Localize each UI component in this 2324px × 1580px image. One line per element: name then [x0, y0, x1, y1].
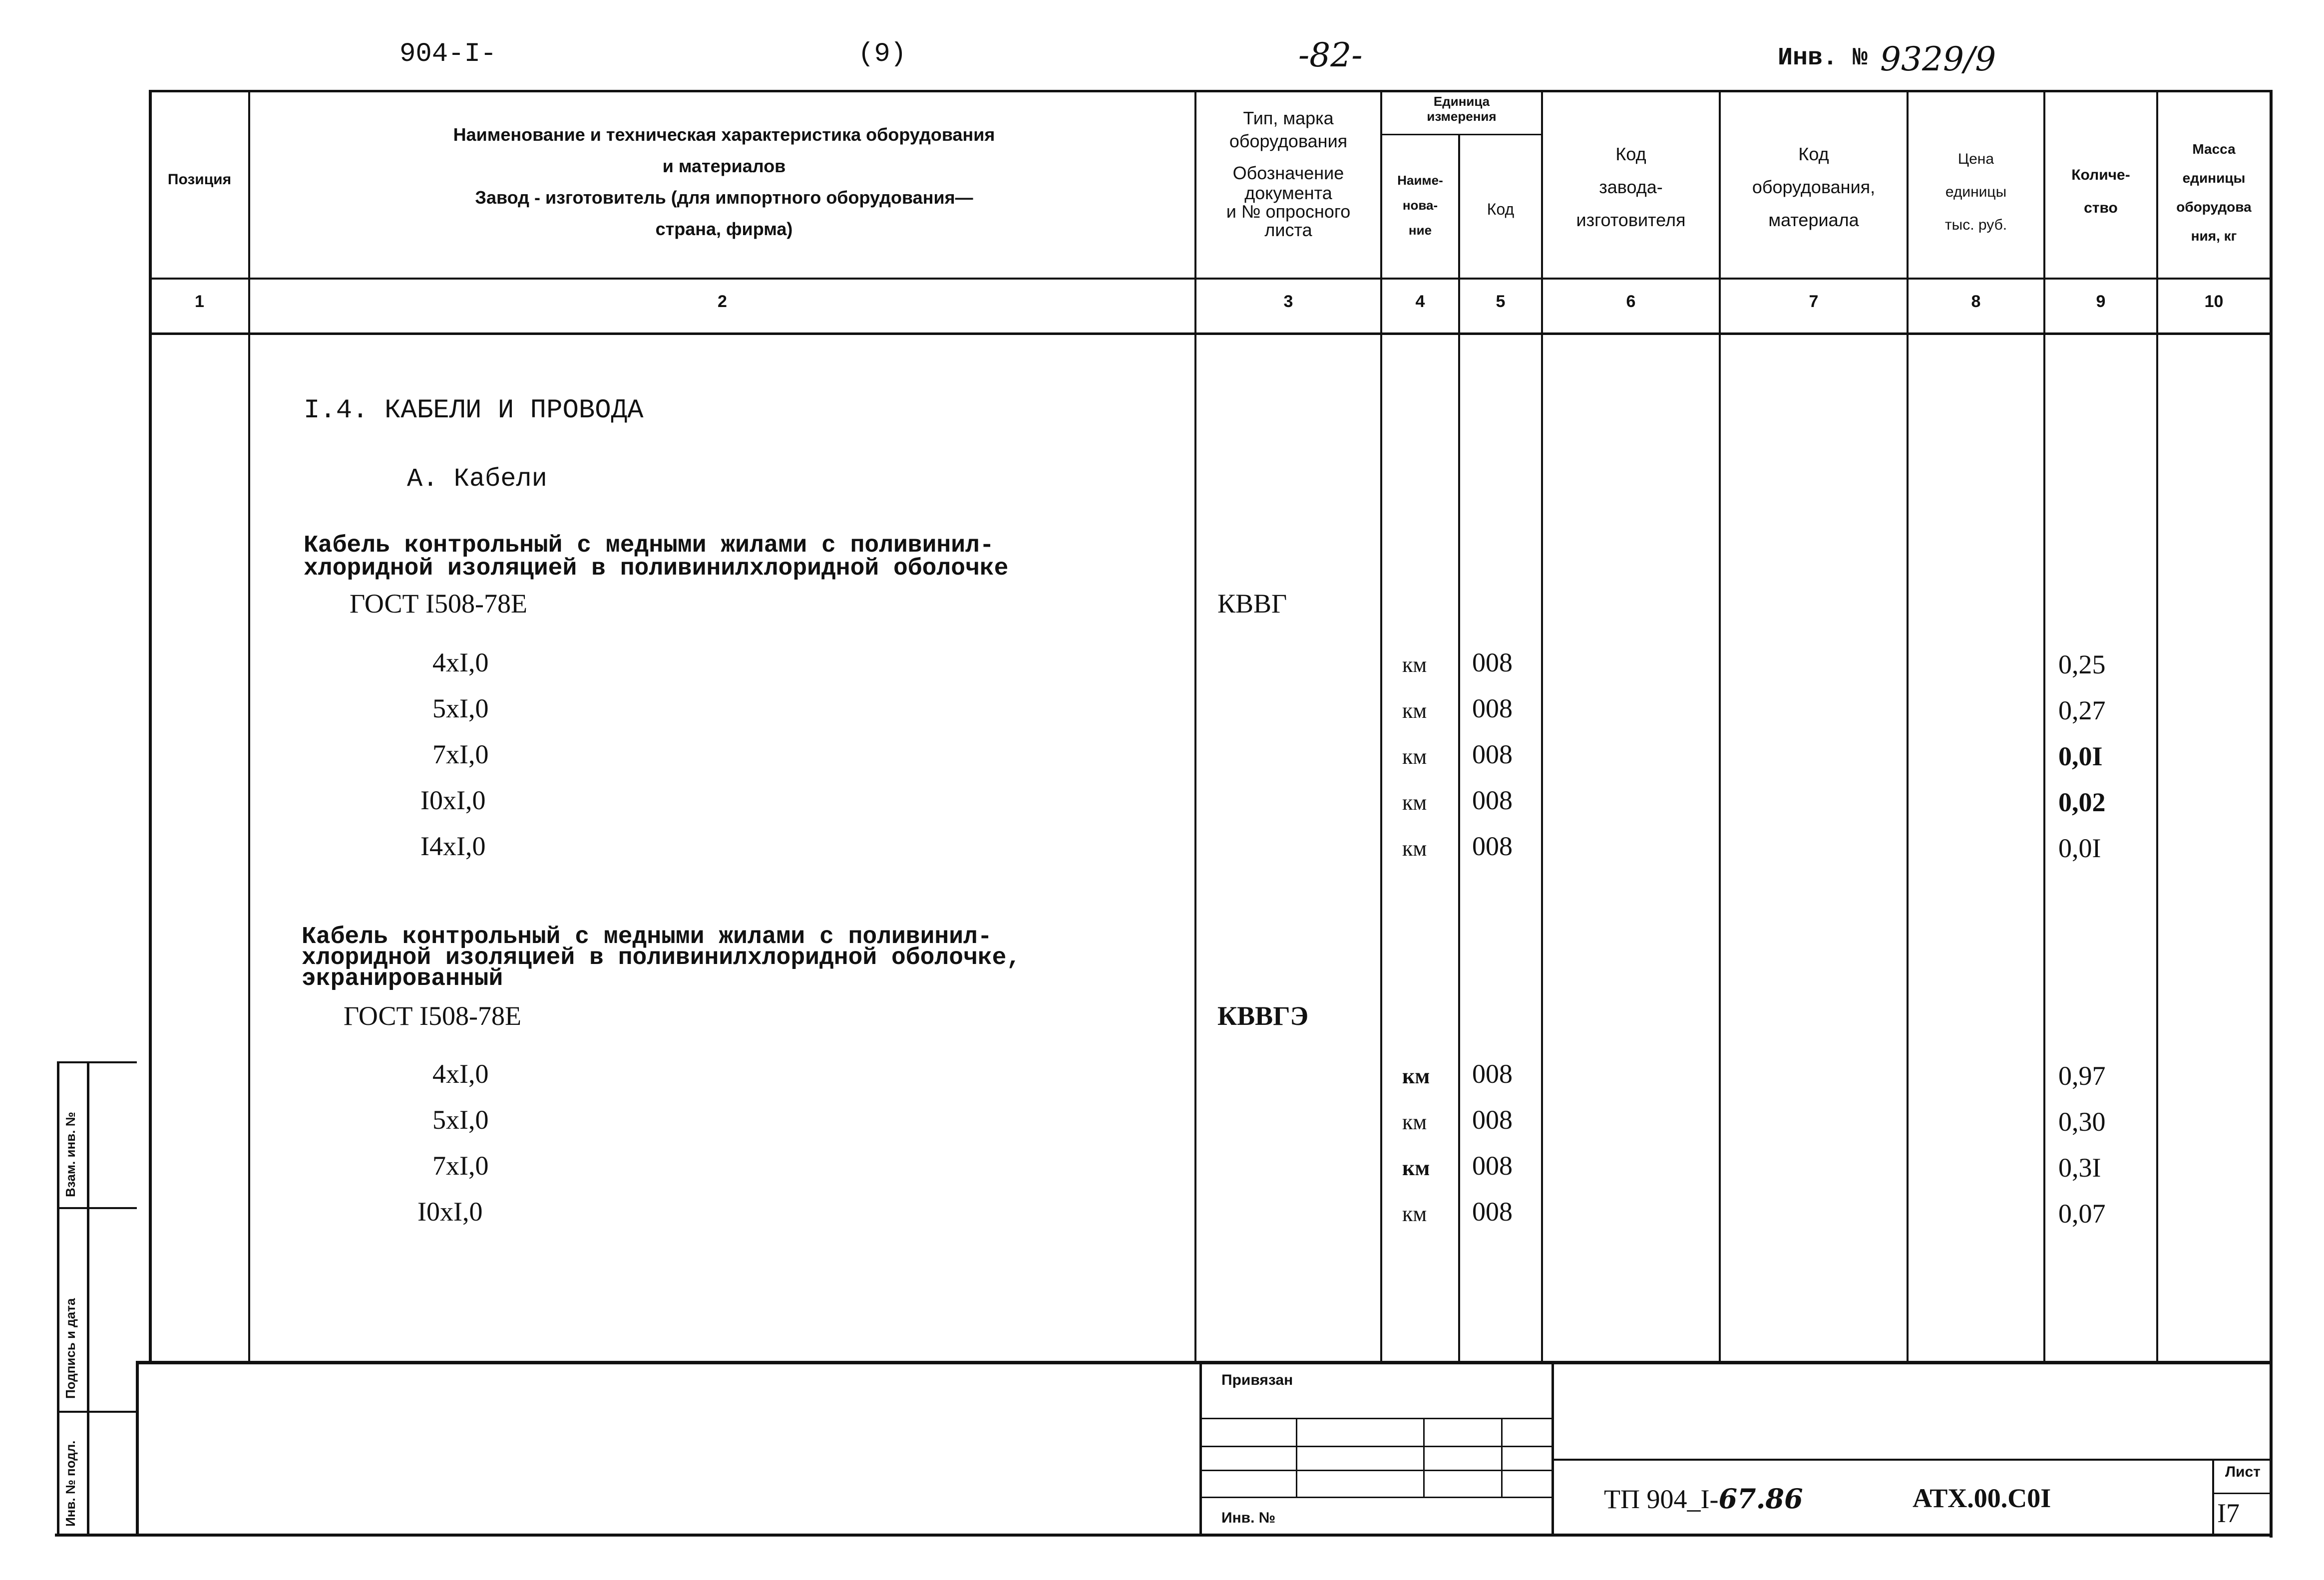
header-type-line: документа: [1244, 183, 1332, 203]
cable-description-line: Кабель контрольный с медными жилами с поливинил-: [304, 532, 994, 559]
header-equipment-line: оборудования,: [1752, 177, 1876, 197]
header-mass-line: Масса: [2192, 141, 2236, 157]
unit-subheader-separator: [1382, 134, 1541, 135]
page-paren: (9): [858, 39, 907, 69]
header-plant-line: изготовителя: [1576, 210, 1686, 230]
row-unit: км: [1402, 652, 1427, 677]
cable-type: КВВГ: [1217, 589, 1287, 619]
row-quantity: 0,25: [2058, 649, 2106, 679]
side-label-inv-podl: Инв. № подл.: [63, 1440, 78, 1527]
header-name-line: страна, фирма): [655, 219, 793, 239]
stamp-grid-line: [1423, 1418, 1425, 1498]
side-stamp-border: [57, 1061, 59, 1537]
header-price: [1909, 143, 2043, 242]
header-position: Позиция: [167, 171, 232, 188]
stamp-divider: [1551, 1361, 1554, 1536]
column-divider: [1907, 90, 1909, 1363]
column-number: 8: [1971, 292, 1981, 311]
stamp-grid-line: [1296, 1418, 1297, 1498]
header-price-line: Цена: [1957, 151, 1994, 167]
stamp-privyazan-label: Привязан: [1221, 1372, 1293, 1388]
row-quantity: 0,3I: [2058, 1153, 2101, 1183]
side-stamp-border: [87, 1061, 89, 1537]
header-unit-line: Единица: [1433, 94, 1490, 109]
document-designation: АТХ.00.С0I: [1913, 1483, 2051, 1513]
stamp-grid-line: [1201, 1446, 1553, 1447]
column-number: 6: [1626, 292, 1636, 311]
header-mass-line: оборудова: [2176, 199, 2252, 215]
header-mass-line: ния, кг: [2191, 228, 2237, 244]
side-stamp-line: [57, 1411, 137, 1413]
row-unit: км: [1402, 698, 1427, 723]
column-number: 2: [718, 292, 727, 311]
row-code: 008: [1472, 785, 1513, 815]
sheet-number: I7: [2217, 1498, 2240, 1528]
title-block-line: [1553, 1459, 2272, 1461]
header-equipment-code: [1721, 138, 1907, 237]
row-size: I4хI,0: [420, 831, 486, 861]
column-number: 10: [2204, 292, 2224, 311]
header-price-line: тыс. руб.: [1944, 217, 2007, 233]
header-separator: [150, 278, 2272, 280]
row-size: I0хI,0: [420, 785, 486, 815]
table-right-border: [2270, 90, 2273, 1538]
header-name-line: Наименование и техническая характеристика оборудования: [453, 124, 995, 145]
header-type: [1196, 107, 1380, 239]
row-quantity: 0,02: [2058, 787, 2106, 817]
row-unit: км: [1402, 1156, 1430, 1180]
subsection-title: А. Кабели: [407, 464, 547, 494]
stamp-grid-line: [1201, 1470, 1553, 1471]
column-number: 7: [1809, 292, 1819, 311]
stamp-left-border: [136, 1361, 139, 1536]
row-size: I0хI,0: [417, 1197, 483, 1227]
header-equipment-line: материала: [1768, 210, 1859, 230]
stamp-grid-line: [1201, 1497, 1553, 1498]
column-number: 3: [1283, 292, 1293, 311]
column-number: 1: [195, 292, 204, 311]
row-quantity: 0,0I: [2058, 833, 2101, 863]
cable-description: [302, 924, 1021, 992]
row-code: 008: [1472, 647, 1513, 677]
row-unit: км: [1402, 836, 1427, 861]
row-unit: км: [1402, 790, 1427, 815]
section-title: I.4. КАБЕЛИ И ПРОВОДА: [304, 395, 644, 426]
side-label-vzam: Взам. инв. №: [63, 1112, 78, 1197]
inventory-number: 9329/9: [1880, 40, 1996, 78]
table-left-border: [149, 90, 152, 1363]
header-type-line: и № опросного: [1226, 201, 1351, 222]
header-unit-name-line: ние: [1408, 223, 1432, 238]
row-code: 008: [1472, 1197, 1513, 1227]
row-quantity: 0,07: [2058, 1199, 2106, 1229]
cable-description-line: хлоридной изоляцией в поливинилхлоридной оболочке,: [302, 945, 1021, 971]
stamp-top-border: [138, 1361, 2273, 1364]
header-unit-line: измерения: [1427, 109, 1497, 124]
column-divider: [2043, 90, 2045, 1363]
row-quantity: 0,27: [2058, 695, 2106, 725]
page-number: -82-: [1298, 36, 1363, 74]
header-type-line: листа: [1264, 220, 1312, 240]
column-divider: [1458, 135, 1460, 1363]
cable-gost: ГОСТ I508-78Е: [350, 589, 527, 619]
column-number-separator: [150, 332, 2272, 335]
row-size: 7хI,0: [432, 1151, 489, 1181]
row-unit: км: [1402, 1110, 1427, 1134]
side-stamp-line: [57, 1207, 137, 1209]
row-size: 4хI,0: [432, 1059, 489, 1089]
cable-type: КВВГЭ: [1217, 1001, 1309, 1031]
cable-description-line: Кабель контрольный с медными жилами с поливинил-: [302, 924, 992, 950]
row-code: 008: [1472, 1059, 1513, 1089]
column-number: 4: [1415, 292, 1425, 311]
stamp-grid-line: [1501, 1418, 1503, 1498]
list-divider: [2212, 1459, 2214, 1535]
column-number: 5: [1496, 292, 1506, 311]
stamp-divider: [1199, 1361, 1202, 1536]
header-type-line: Обозначение: [1232, 163, 1344, 183]
header-plant-line: Код: [1615, 144, 1646, 164]
cable-description-line: хлоридной изоляцией в поливинилхлоридной оболочке: [304, 555, 1009, 582]
row-unit: км: [1402, 1202, 1427, 1226]
list-divider: [2212, 1493, 2271, 1494]
row-code: 008: [1472, 1105, 1513, 1135]
column-divider: [1541, 90, 1543, 1363]
header-type-line: оборудования: [1229, 131, 1348, 151]
row-size: 5хI,0: [432, 1105, 489, 1135]
header-plant-line: завода-: [1599, 177, 1663, 197]
header-price-line: единицы: [1945, 184, 2007, 200]
document-code-handwritten: 67.86: [1718, 1483, 1803, 1515]
header-mass-line: единицы: [2182, 170, 2246, 186]
row-quantity: 0,30: [2058, 1107, 2106, 1137]
header-quantity: [2045, 159, 2156, 225]
row-quantity: 0,97: [2058, 1061, 2106, 1091]
row-code: 008: [1472, 739, 1513, 769]
column-number: 9: [2096, 292, 2106, 311]
header-name-line: и материалов: [662, 156, 786, 176]
table-top-border: [150, 90, 2272, 92]
row-size: 5хI,0: [432, 693, 489, 723]
header-mass: [2158, 135, 2270, 251]
stamp-grid-line: [1201, 1418, 1553, 1419]
row-unit: км: [1402, 1064, 1430, 1088]
document-code-prefix: ТП 904_I-: [1604, 1484, 1719, 1514]
cable-description-line: экранированный: [302, 965, 503, 992]
sheet-label: Лист: [2225, 1464, 2261, 1480]
header-unit-name: [1382, 168, 1458, 243]
doc-code-top: 904-I-: [399, 39, 497, 69]
row-size: 7хI,0: [432, 739, 489, 769]
header-equipment-line: Код: [1798, 144, 1829, 164]
side-stamp-line: [57, 1061, 137, 1063]
cable-description: [304, 534, 1008, 580]
header-unit-name-line: нова-: [1402, 198, 1438, 213]
stamp-inv-label: Инв. №: [1221, 1510, 1276, 1526]
row-unit: км: [1402, 744, 1427, 769]
header-quantity-line: ство: [2084, 200, 2118, 216]
row-quantity: 0,0I: [2058, 741, 2103, 771]
header-plant-code: [1543, 138, 1719, 237]
header-type-line: Тип, марка: [1243, 108, 1334, 128]
inventory-label: Инв. №: [1778, 44, 1868, 72]
column-divider: [1719, 90, 1721, 1363]
side-label-podpis: Подпись и дата: [63, 1298, 78, 1399]
row-code: 008: [1472, 831, 1513, 861]
row-size: 4хI,0: [432, 647, 489, 677]
header-name: [255, 119, 1193, 245]
cable-gost: ГОСТ I508-78Е: [344, 1001, 521, 1031]
column-divider: [1194, 90, 1196, 1363]
column-divider: [2156, 90, 2158, 1363]
row-code: 008: [1472, 1151, 1513, 1181]
document-code: [1604, 1483, 1803, 1515]
stamp-bottom-border: [55, 1534, 2273, 1537]
header-unit-name-line: Наиме-: [1397, 173, 1443, 188]
row-code: 008: [1472, 693, 1513, 723]
header-unit-code: Код: [1487, 200, 1515, 218]
column-divider: [1380, 90, 1382, 1363]
header-unit: [1382, 94, 1541, 124]
column-divider: [248, 90, 250, 1363]
header-quantity-line: Количе-: [2071, 167, 2130, 183]
header-name-line: Завод - изготовитель (для импортного оборудования—: [475, 187, 973, 208]
